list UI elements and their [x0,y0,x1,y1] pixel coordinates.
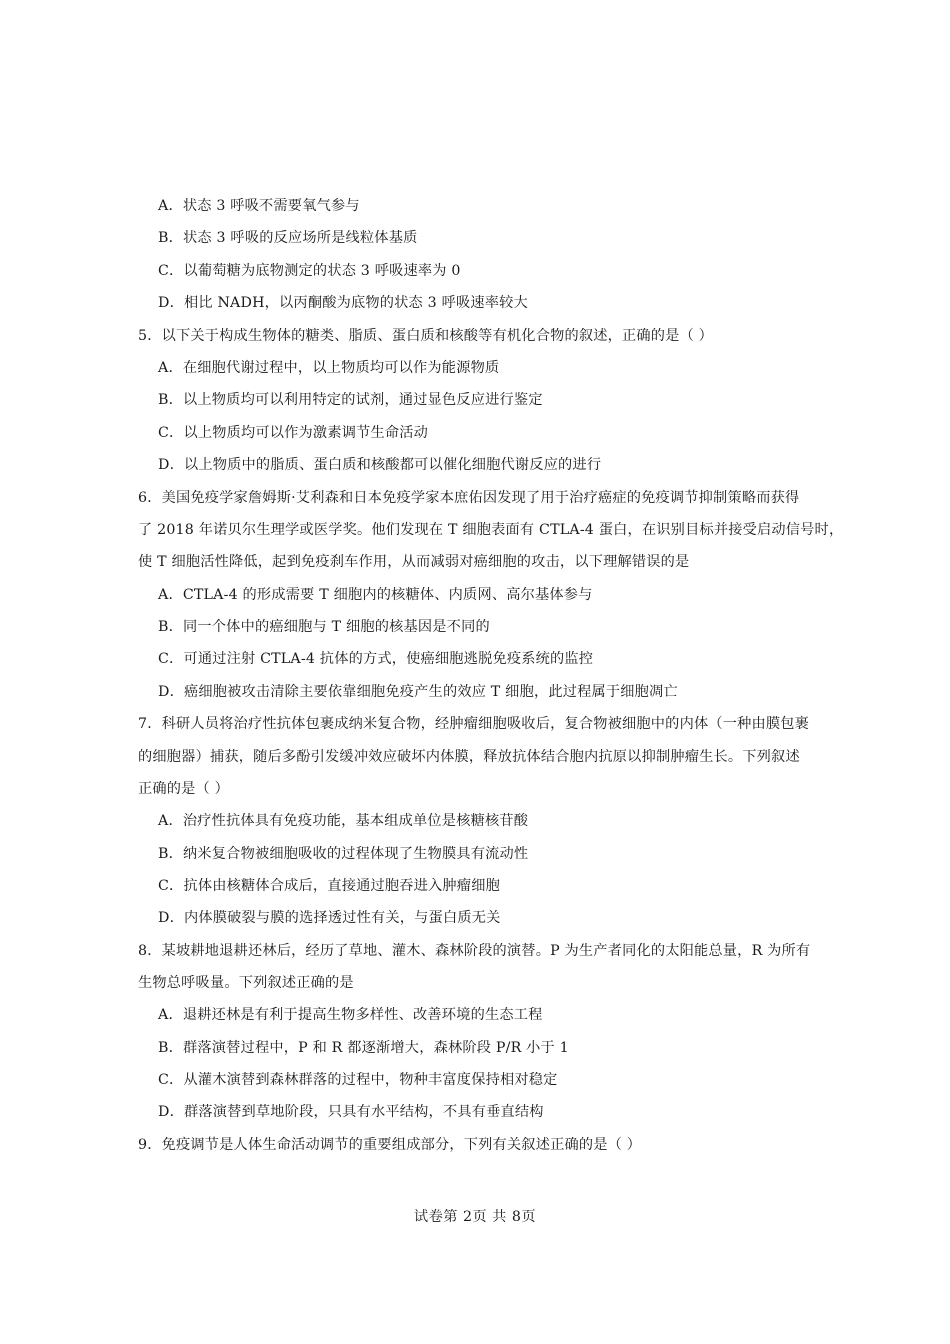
q5-option-c: C．以上物质均可以作为激素调节生命活动 [158,425,429,441]
q7-stem-line-3: 正确的是（ ） [138,781,230,797]
q4-option-b: B．状态 3 呼吸的反应场所是线粒体基质 [158,230,418,246]
q7-option-c: C．抗体由核糖体合成后，直接通过胞吞进入肿瘤细胞 [158,878,500,894]
q8-option-c: C．从灌木演替到森林群落的过程中，物种丰富度保持相对稳定 [158,1072,558,1088]
q6-stem-line-1: 6．美国免疫学家詹姆斯·艾利森和日本免疫学家本庶佑因发现了用于治疗癌症的免疫调节抑制策略而获得 [138,490,800,506]
q7-option-b: B．纳米复合物被细胞吸收的过程体现了生物膜具有流动性 [158,846,529,862]
q8-option-a: A．退耕还林是有利于提高生物多样性、改善环境的生态工程 [158,1007,543,1023]
q6-stem-line-2: 了 2018 年诺贝尔生理学或医学奖。他们发现在 T 细胞表面有 CTLA-4 蛋白，在识别目标并接受启动信号时， [138,522,844,538]
q5-option-b: B．以上物质均可以利用特定的试剂，通过显色反应进行鉴定 [158,392,543,408]
q4-option-d: D．相比 NADH，以丙酮酸为底物的状态 3 呼吸速率较大 [158,295,528,311]
q6-option-b: B．同一个体中的癌细胞与 T 细胞的核基因是不同的 [158,619,490,635]
page-footer: 试卷第 2页 共 8页 [413,1209,537,1225]
q6-option-d: D．癌细胞被攻击清除主要依靠细胞免疫产生的效应 T 细胞，此过程属于细胞凋亡 [158,684,678,700]
q8-option-d: D．群落演替到草地阶段，只具有水平结构，不具有垂直结构 [158,1104,544,1120]
q7-stem-line-1: 7．科研人员将治疗性抗体包裹成纳米复合物，经肿瘤细胞吸收后，复合物被细胞中的内体（一种由膜包裹 [138,716,810,732]
q7-option-d: D．内体膜破裂与膜的选择透过性有关，与蛋白质无关 [158,910,501,926]
q8-stem-line-1: 8．某坡耕地退耕还林后，经历了草地、灌木、森林阶段的演替。P 为生产者同化的太阳能总量，R 为所有 [138,943,811,959]
q9-stem: 9．免疫调节是人体生命活动调节的重要组成部分，下列有关叙述正确的是（ ） [138,1137,642,1153]
q7-stem-line-2: 的细胞器）捕获，随后多酚引发缓冲效应破坏内体膜，释放抗体结合胞内抗原以抑制肿瘤生长。下列叙述 [138,749,800,765]
q5-option-d: D．以上物质中的脂质、蛋白质和核酸都可以催化细胞代谢反应的进行 [158,457,602,473]
q7-option-a: A．治疗性抗体具有免疫功能，基本组成单位是核糖核苷酸 [158,813,529,829]
q6-stem-line-3: 使 T 细胞活性降低，起到免疫刹车作用，从而减弱对癌细胞的攻击，以下理解错误的是 [138,554,690,570]
q6-option-a: A．CTLA-4 的形成需要 T 细胞内的核糖体、内质网、高尔基体参与 [158,587,593,603]
q4-option-a: A．状态 3 呼吸不需要氧气参与 [158,198,360,214]
q5-option-a: A．在细胞代谢过程中，以上物质均可以作为能源物质 [158,360,500,376]
q8-option-b: B．群落演替过程中，P 和 R 都逐渐增大，森林阶段 P/R 小于 1 [158,1040,569,1056]
q4-option-c: C．以葡萄糖为底物测定的状态 3 呼吸速率为 0 [158,263,461,279]
q8-stem-line-2: 生物总呼吸量。下列叙述正确的是 [138,975,354,991]
q5-stem: 5．以下关于构成生物体的糖类、脂质、蛋白质和核酸等有机化合物的叙述，正确的是（ ） [138,328,714,344]
q6-option-c: C．可通过注射 CTLA-4 抗体的方式，使癌细胞逃脱免疫系统的监控 [158,651,594,667]
